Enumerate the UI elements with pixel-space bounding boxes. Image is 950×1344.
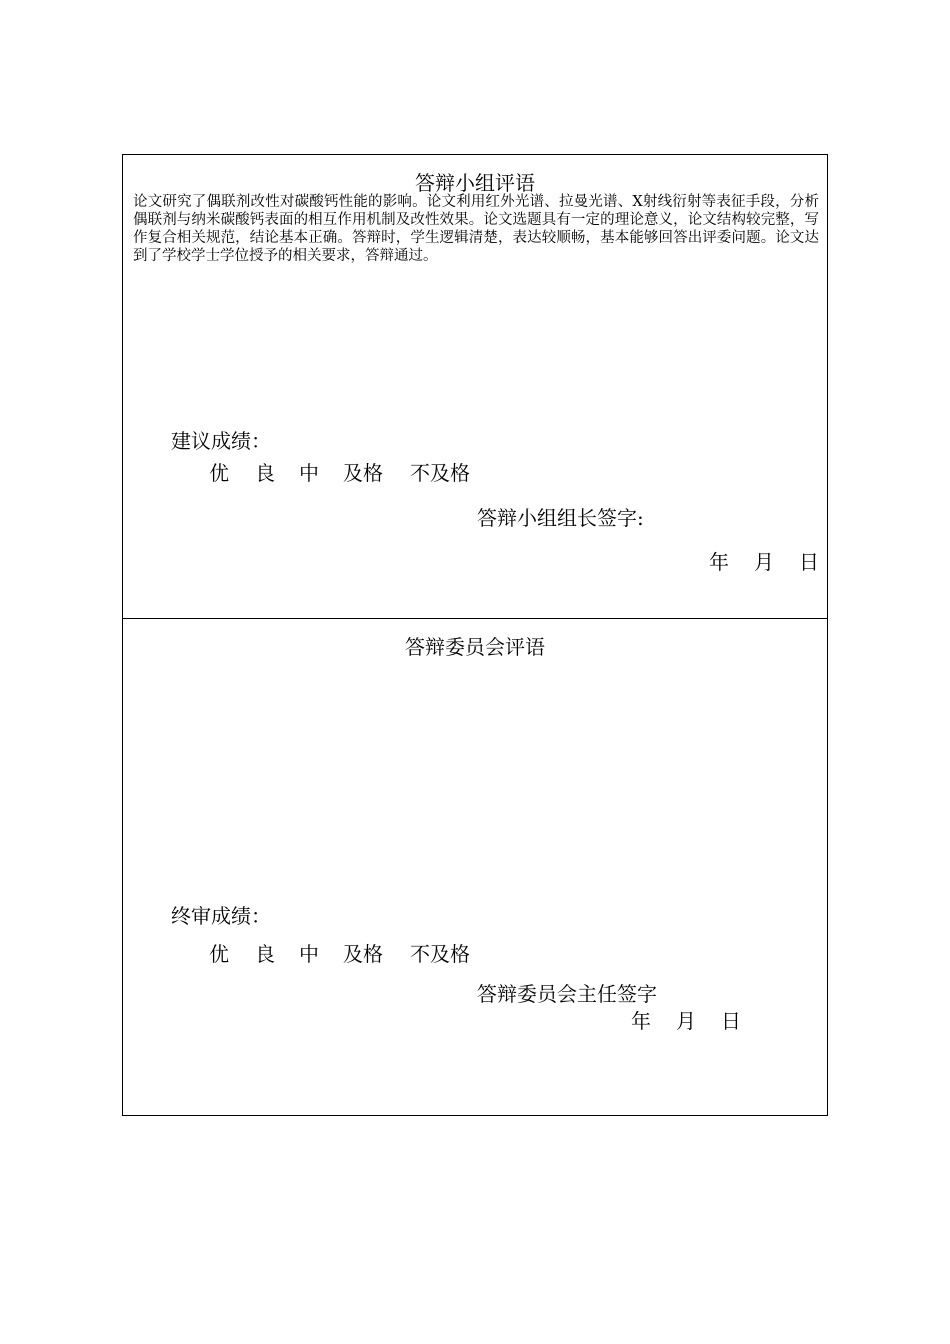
date-year: 年: [709, 550, 729, 574]
committee-review-section: [123, 619, 827, 1115]
grade-option-excellent: 优: [209, 461, 229, 485]
date-day: 日: [799, 550, 819, 574]
grade-option-fail: 不及格: [410, 942, 470, 966]
grade-option-good: 良: [255, 461, 275, 485]
date-year: 年: [631, 1009, 651, 1033]
date-month: 月: [754, 550, 774, 574]
group-leader-signature-label: 答辩小组组长签字:: [477, 506, 644, 530]
committee-chair-signature-label: 答辩委员会主任签字: [477, 982, 657, 1006]
date-month: 月: [676, 1009, 696, 1033]
grade-option-pass: 及格: [343, 942, 383, 966]
suggested-grade-label: 建议成绩：: [171, 429, 271, 453]
grade-option-fail: 不及格: [410, 461, 470, 485]
group-review-title: 答辩小组评语: [415, 171, 535, 195]
group-review-section: [123, 155, 827, 619]
grade-option-excellent: 优: [209, 942, 229, 966]
group-review-comment: 论文研究了偶联剂改性对碳酸钙性能的影响。论文利用红外光谱、拉曼光谱、X射线衍射等表征手段，分析偶联剂与纳米碳酸钙表面的相互作用机制及改性效果。论文选题具有一定的理论意义，论文结构较完整，写作复合相关规范，结论基本正确。答辩时，学生逻辑清楚，表达较顺畅，基本能够回答出评委问题。论文达到了学校学士学位授予的相关要求，答辩通过。: [133, 194, 819, 264]
grade-option-medium: 中: [299, 942, 319, 966]
grade-option-pass: 及格: [343, 461, 383, 485]
date-day: 日: [721, 1009, 741, 1033]
evaluation-form: [122, 154, 828, 1116]
grade-option-good: 良: [255, 942, 275, 966]
final-grade-label: 终审成绩：: [171, 904, 271, 928]
grade-option-medium: 中: [299, 461, 319, 485]
committee-review-title: 答辩委员会评语: [405, 635, 545, 659]
